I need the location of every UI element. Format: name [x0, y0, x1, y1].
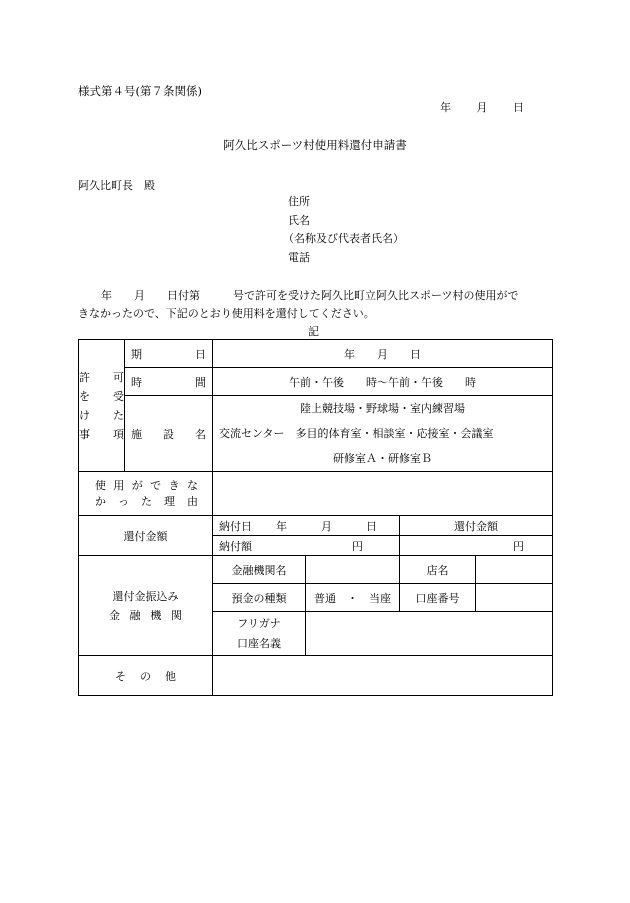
furigana-label: フリガナ: [237, 616, 281, 630]
account-name-label: [213, 612, 306, 656]
address-label: 住所: [288, 195, 310, 208]
account-number-label: 口座番号: [400, 584, 476, 612]
payment-date-cell[interactable]: 納付日 年 月 日: [213, 516, 400, 536]
form-number: 様式第４号(第７条関係): [78, 84, 202, 98]
account-number-value[interactable]: [476, 584, 553, 612]
time-value[interactable]: 午前・午後 時～午前・午後 時: [213, 368, 553, 396]
bank-name-label: 金融機関名: [213, 556, 306, 584]
ki-label: 記: [308, 325, 319, 338]
deposit-type-value[interactable]: 普通 ・ 当座: [306, 584, 400, 612]
facility-label: 施 設 名: [125, 396, 213, 472]
account-holder-label: 口座名義: [237, 636, 281, 650]
bank-name-value[interactable]: [306, 556, 400, 584]
branch-value[interactable]: [476, 556, 553, 584]
reason-value[interactable]: [213, 472, 553, 516]
body-line-1: 年 月 日付第 号で許可を受けた阿久比町立阿久比スポーツ村の使用がで: [101, 289, 519, 302]
phone-label: 電話: [288, 251, 310, 264]
refund-amount-label: 還付金額: [79, 516, 213, 556]
year-label: 年: [440, 101, 451, 114]
branch-label: 店名: [400, 556, 476, 584]
application-table: [78, 339, 553, 696]
refund-amount-value[interactable]: 円: [400, 536, 553, 556]
other-label: そ の 他: [79, 656, 213, 696]
facility-line-1: 陸上競技場・野球場・室内練習場: [300, 402, 465, 415]
time-label: 時 間: [125, 368, 213, 396]
deposit-type-label: 預金の種類: [213, 584, 306, 612]
account-name-value[interactable]: [306, 612, 553, 656]
facility-value[interactable]: [213, 396, 553, 472]
reason-label: 使 用 が で き な か っ た 理 由: [79, 472, 213, 516]
name-note: （名称及び代表者氏名）: [283, 232, 404, 245]
date-label: 期 日: [125, 340, 213, 368]
payment-amount-cell[interactable]: 納付額 円: [213, 536, 400, 556]
day-label: 日: [513, 101, 524, 114]
other-value[interactable]: [213, 656, 553, 696]
date-value[interactable]: 年 月 日: [213, 340, 553, 368]
addressee: 阿久比町長 殿: [78, 179, 155, 192]
facility-line-3: 研修室Ａ・研修室Ｂ: [333, 452, 432, 465]
date-line: [440, 99, 524, 115]
refund-amount-header: 還付金額: [400, 516, 553, 536]
facility-line-2: 交流センター 多目的体育室・相談室・応接室・会議室: [219, 427, 494, 440]
name-label: 氏名: [288, 214, 310, 227]
month-label: 月: [476, 101, 488, 114]
bank-group-label: 還付金振込み 金 融 機 関: [79, 556, 213, 656]
page-title: 阿久比スポーツ村使用料還付申請書: [223, 138, 407, 152]
body-line-2: きなかったので、下記のとおり使用料を還付してください。: [78, 307, 375, 320]
permit-group-label: 許 可 を 受 け た 事 項: [79, 340, 125, 472]
